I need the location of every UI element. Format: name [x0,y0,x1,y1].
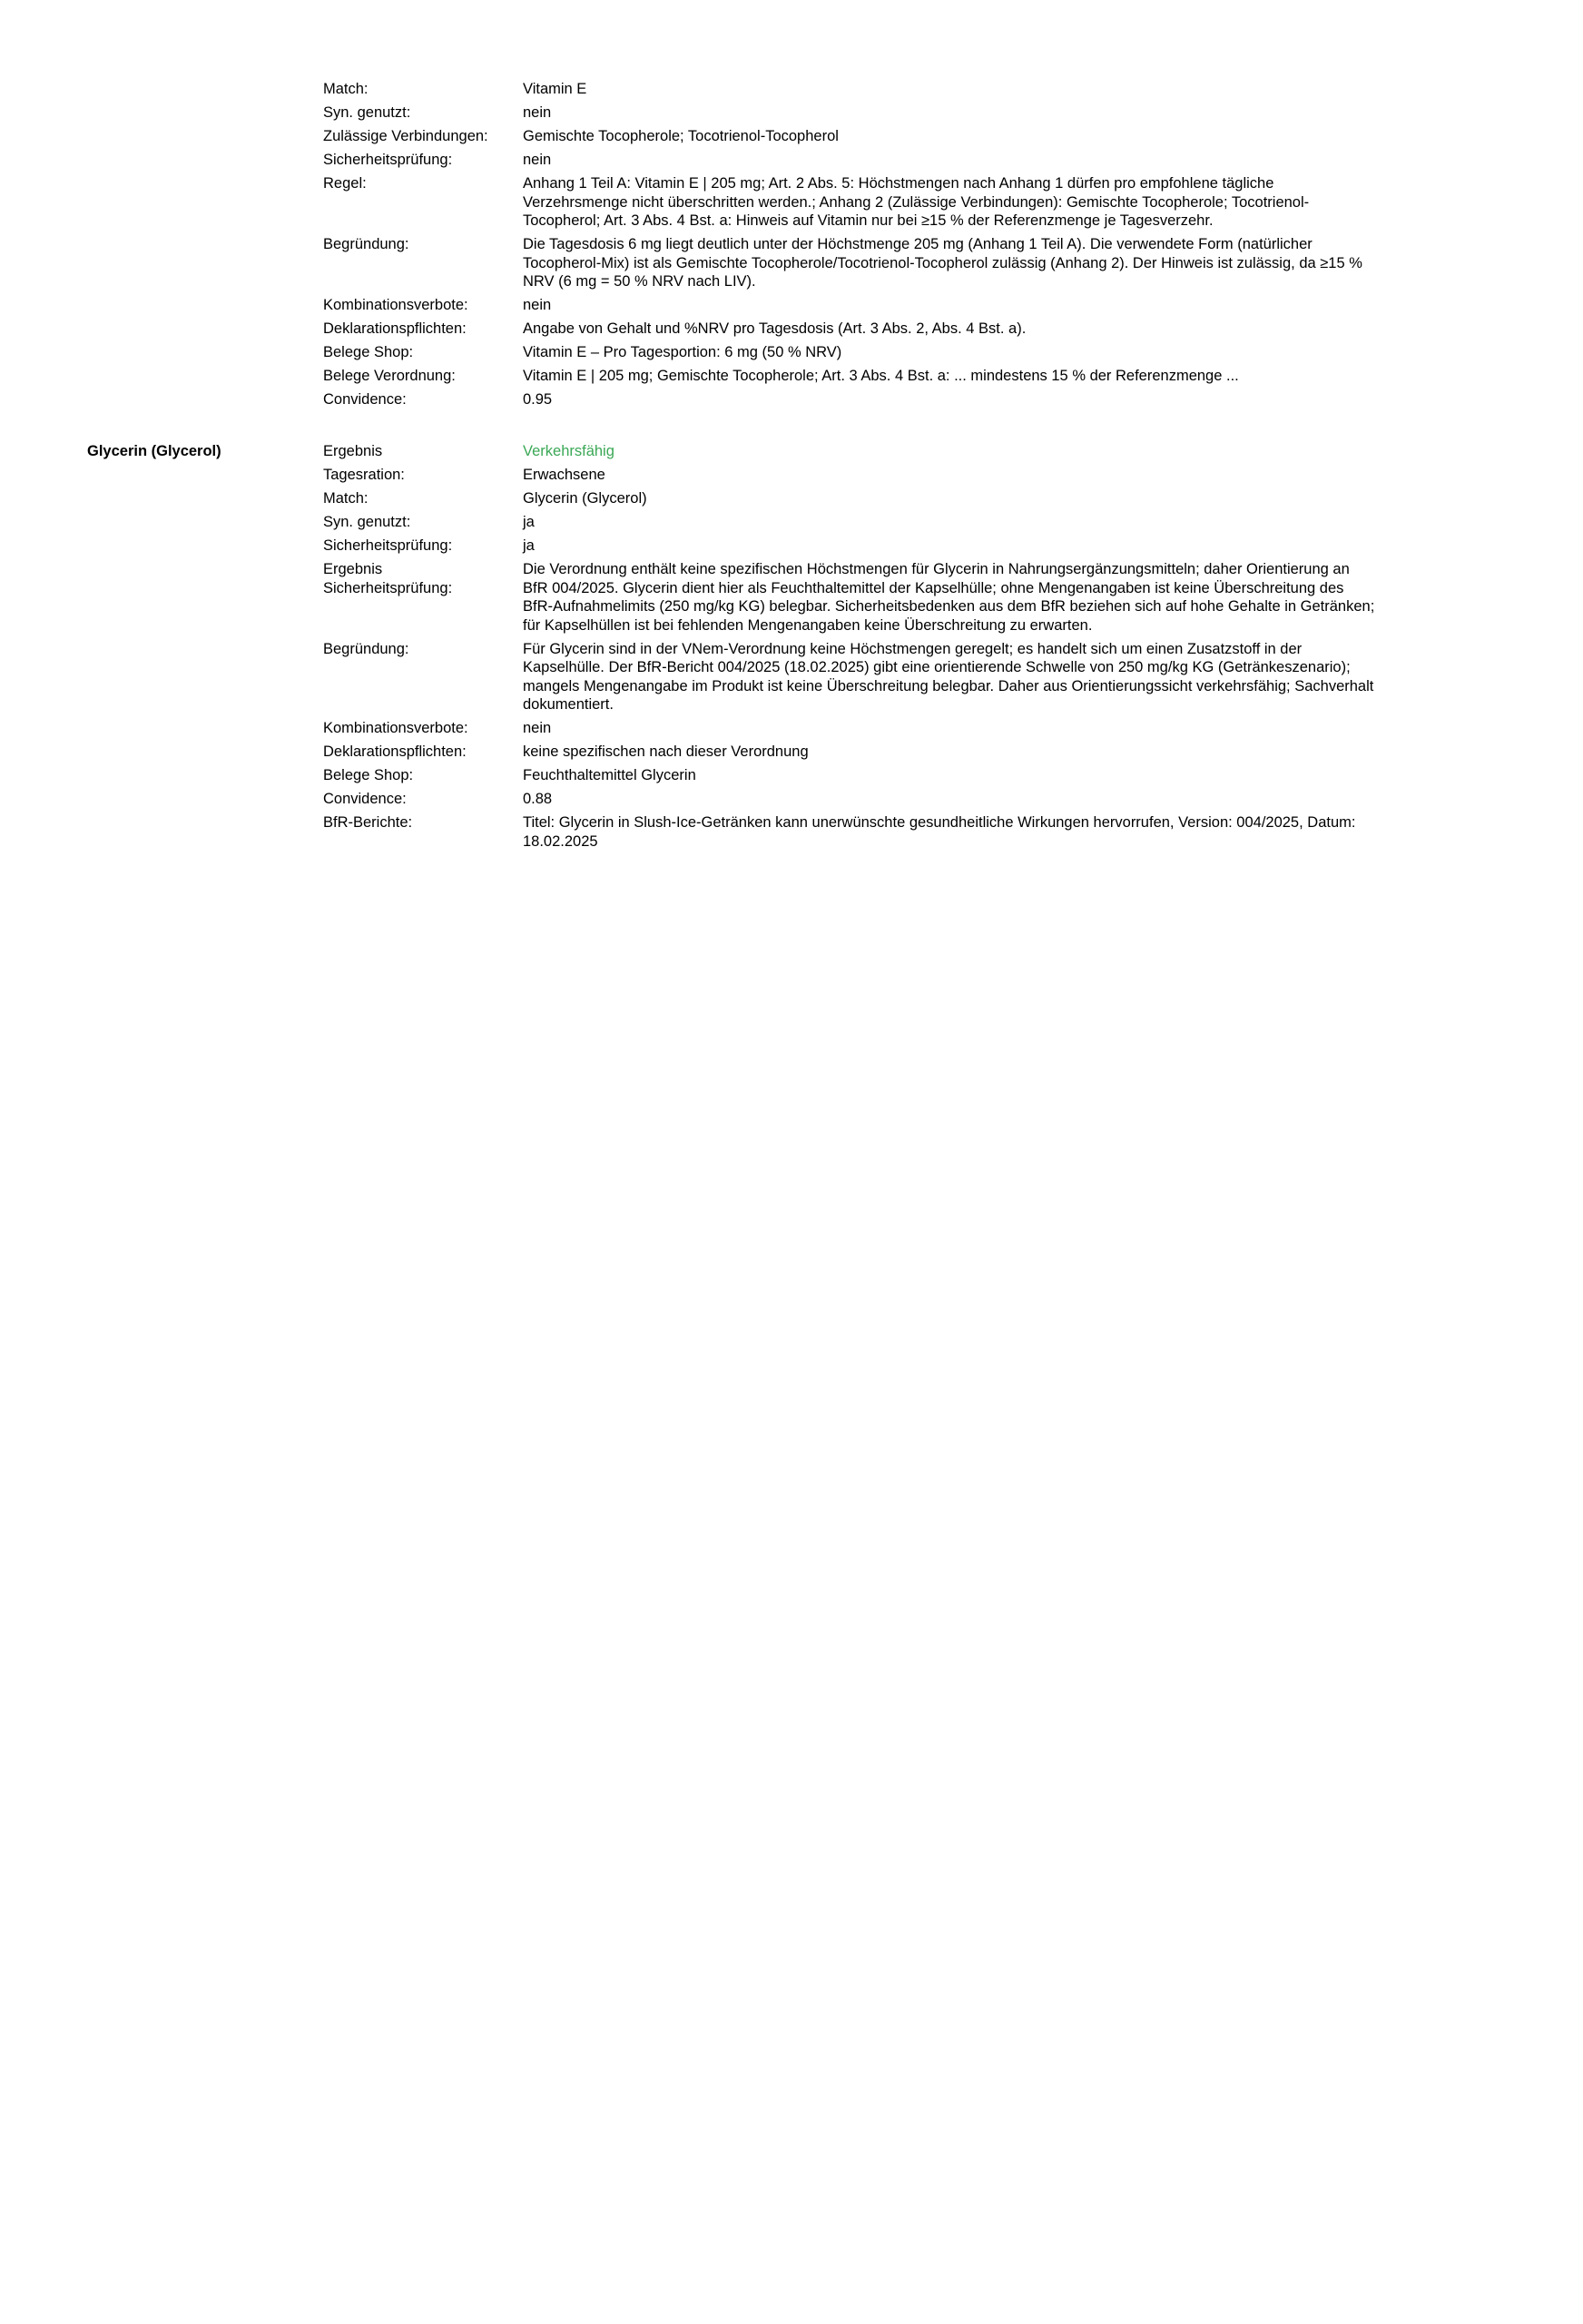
row-label: Deklarationspflichten: [323,743,467,760]
row-label: Match: [323,490,369,507]
row-label: Convidence: [323,391,407,408]
row-label: Sicherheitsprüfung: [323,152,453,168]
detail-row-synonym [0,513,1583,532]
row-label: Tagesration: [323,467,405,483]
row-value: ja [523,537,535,554]
detail-row-bfr-reports [0,813,1583,851]
row-label: Kombinationsverbote: [323,297,468,313]
row-value: Erwachsene [523,467,605,483]
detail-row-confidence [0,390,1583,409]
row-value: keine spezifischen nach dieser Verordnung [523,743,809,760]
detail-row-synonym [0,103,1583,123]
row-label: Belege Shop: [323,344,414,360]
row-label: Regel: [323,175,367,192]
row-value: Anhang 1 Teil A: Vitamin E | 205 mg; Art. 2 Abs. 5: Höchstmengen nach Anhang 1 dürfen pro empfohlene tägliche Verzehrsmenge nicht überschritten werden.; Anhang 2 (Zulässige Verbindungen): Gemischte Tocopherole; Tocotrienol-Tocopherol; Art. 3 Abs. 4 Bst. a: Hinweis auf Vitamin nur bei ≥15 % der Referenzmenge je Tagesverzehr. [523,175,1310,229]
row-value: 0.95 [523,391,553,408]
row-value: Titel: Glycerin in Slush-Ice-Getränken kann unerwünschte gesundheitliche Wirkungen hervorrufen, Version: 004/2025, Datum: 18.02.2025 [523,814,1356,850]
ingredient-name: Glycerin (Glycerol) [87,443,221,459]
row-value: ja [523,514,535,530]
detail-row-declaration [0,743,1583,762]
detail-row-result [0,442,1583,461]
detail-row-rule [0,174,1583,231]
detail-row-match [0,489,1583,508]
detail-row-shop-evidence [0,343,1583,362]
detail-row-safety-check [0,151,1583,170]
row-label: Begründung: [323,236,409,252]
detail-row-combination-bans [0,296,1583,315]
detail-row-confidence [0,790,1583,809]
detail-row-reasoning [0,640,1583,714]
row-value: Vitamin E | 205 mg; Gemischte Tocopherole; Art. 3 Abs. 4 Bst. a: ... mindestens 15 % der Referenzmenge ... [523,368,1239,384]
detail-row-declaration [0,320,1583,339]
detail-row-shop-evidence [0,766,1583,785]
detail-row-regulation-evidence [0,367,1583,386]
detail-row-safety-result [0,560,1583,635]
detail-row-match [0,80,1583,99]
row-value: Gemischte Tocopherole; Tocotrienol-Tocopherol [523,128,839,144]
row-value: Die Tagesdosis 6 mg liegt deutlich unter der Höchstmenge 205 mg (Anhang 1 Teil A). Die verwendete Form (natürlicher Tocopherol-Mix) ist als Gemischte Tocopherole/Tocotrienol-Tocopherol zulässig (Anhang 2). Der Hinweis ist zulässig, da ≥15 % NRV (6 mg = 50 % NRV nach LIV). [523,236,1362,290]
row-label: Syn. genutzt: [323,104,411,121]
result-status: Verkehrsfähig [523,443,615,459]
detail-row-combination-bans [0,719,1583,738]
row-value: nein [523,297,552,313]
row-value: Für Glycerin sind in der VNem-Verordnung keine Höchstmengen geregelt; es handelt sich um einen Zusatzstoff in der Kapselhülle. Der BfR-Bericht 004/2025 (18.02.2025) gibt eine orientierende Schwelle von 250 mg/kg KG (Getränkeszenario); mangels Mengenangabe im Produkt ist keine Überschreitung belegbar. Daher aus Orientierungssicht verkehrsfähig; Sachverhalt dokumentiert. [523,640,1374,713]
row-value: nein [523,152,552,168]
row-value: nein [523,104,552,121]
row-label: Convidence: [323,791,407,807]
row-value: Angabe von Gehalt und %NRV pro Tagesdosis (Art. 3 Abs. 2, Abs. 4 Bst. a). [523,320,1027,337]
row-label: Kombinationsverbote: [323,720,468,736]
row-label: Belege Verordnung: [323,368,456,384]
row-value: 0.88 [523,791,553,807]
row-value: nein [523,720,552,736]
detail-row-daily-ration [0,466,1583,485]
row-value: Vitamin E – Pro Tagesportion: 6 mg (50 % NRV) [523,344,842,360]
row-label: Ergebnis [323,443,383,459]
detail-row-safety-check [0,537,1583,556]
detail-row-allowed-compounds [0,127,1583,146]
row-value: Feuchthaltemittel Glycerin [523,767,696,783]
vitamin-e-section [0,80,1583,414]
row-label: Sicherheitsprüfung: [323,537,453,554]
row-label: Syn. genutzt: [323,514,411,530]
row-label: Match: [323,81,369,97]
row-label: Belege Shop: [323,767,414,783]
row-label: Ergebnis Sicherheitsprüfung: [323,561,453,596]
row-label: Deklarationspflichten: [323,320,467,337]
row-label: Begründung: [323,640,409,657]
row-value: Vitamin E [523,81,587,97]
row-value: Glycerin (Glycerol) [523,490,647,507]
glycerin-section [0,442,1583,856]
row-label: BfR-Berichte: [323,814,413,831]
row-label: Zulässige Verbindungen: [323,128,488,144]
row-value: Die Verordnung enthält keine spezifischen Höchstmengen für Glycerin in Nahrungsergänzungsmitteln; daher Orientierung an BfR 004/2025. Glycerin dient hier als Feuchthaltemittel der Kapselhülle; ohne Mengenangaben ist keine Überschreitung des BfR-Aufnahmelimits (250 mg/kg KG) belegbar. Sicherheitsbedenken aus dem BfR beziehen sich auf hohe Gehalte in Getränken; für Kapselhüllen ist bei fehlenden Mengenangaben keine Überschreitung zu erwarten. [523,561,1375,634]
detail-row-reasoning [0,235,1583,291]
